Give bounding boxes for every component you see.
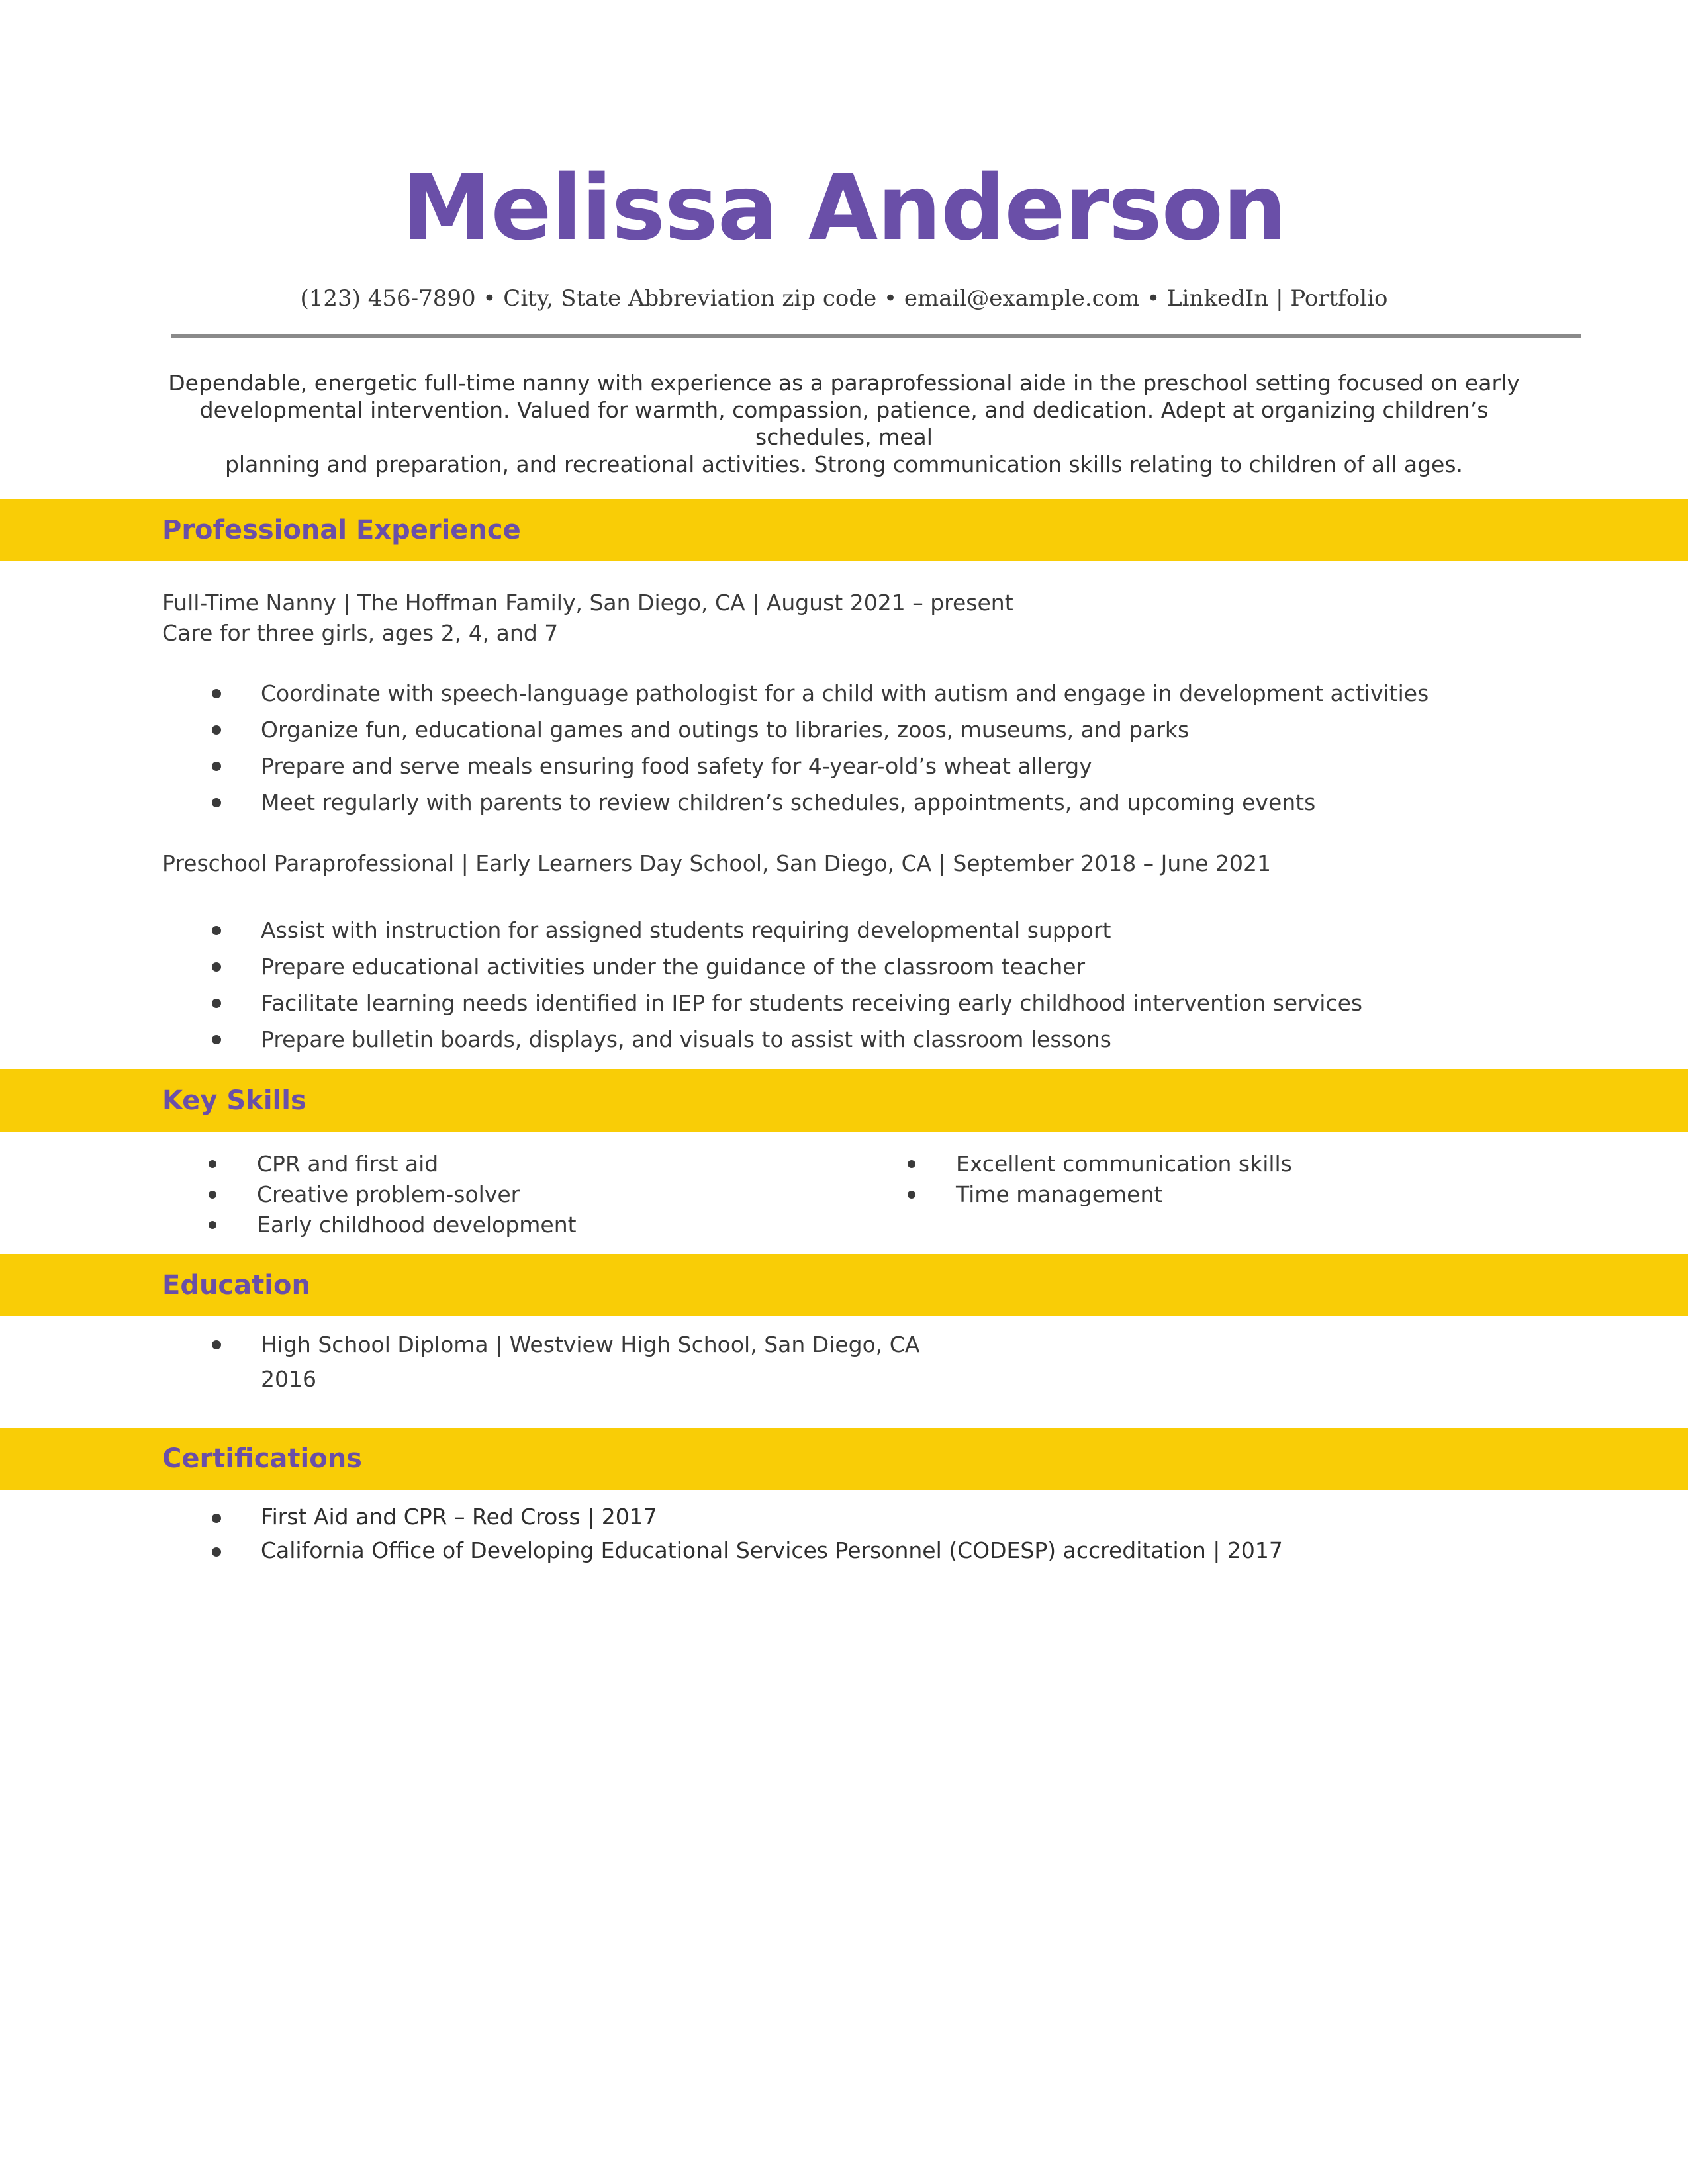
job-bullets	[162, 912, 1362, 1058]
bullet-icon	[212, 926, 221, 935]
bullet-icon	[212, 762, 221, 771]
bullet-text: Meet regularly with parents to review children’s schedules, appointments, and upcoming events	[261, 790, 1316, 815]
certifications-list	[162, 1500, 1283, 1567]
job-title-line: Full-Time Nanny | The Hoffman Family, San Diego, CA | August 2021 – present	[162, 590, 1013, 615]
professional-summary	[159, 369, 1529, 478]
section-band-experience	[0, 499, 1688, 561]
skill-text: Creative problem-solver	[257, 1181, 520, 1207]
section-heading-skills: Key Skills	[162, 1085, 306, 1116]
skill-text: Time management	[956, 1181, 1163, 1207]
summary-line: planning and preparation, and recreational activities. Strong communication skills relating to children of all ages.	[224, 451, 1464, 477]
list-item	[162, 948, 1362, 985]
bullet-text: Prepare bulletin boards, displays, and visuals to assist with classroom lessons	[261, 1026, 1112, 1052]
contact-info: (123) 456-7890 • City, State Abbreviation zip code • email@example.com • LinkedIn | Portfolio	[300, 285, 1388, 312]
bullet-text: Prepare and serve meals ensuring food safety for 4-year-old’s wheat allergy	[261, 753, 1092, 779]
job-title-line: Preschool Paraprofessional | Early Learners Day School, San Diego, CA | September 2018 – June 2021	[162, 850, 1272, 876]
list-item	[162, 1533, 1283, 1567]
bullet-text: Facilitate learning needs identified in IEP for students receiving early childhood intervention services	[261, 990, 1363, 1016]
skill-text: Excellent communication skills	[956, 1151, 1292, 1177]
bullet-icon	[212, 725, 221, 735]
bullet-text: Assist with instruction for assigned students requiring developmental support	[261, 917, 1111, 943]
section-heading-education: Education	[162, 1270, 310, 1300]
bullet-text: Prepare educational activities under the guidance of the classroom teacher	[261, 954, 1086, 979]
certification-text: First Aid and CPR – Red Cross | 2017	[261, 1504, 657, 1529]
list-item	[162, 711, 1429, 748]
section-band-skills	[0, 1069, 1688, 1132]
bullet-icon	[212, 1340, 221, 1349]
bullet-icon	[212, 1547, 221, 1557]
section-band-certifications	[0, 1428, 1688, 1490]
list-item	[162, 1021, 1362, 1058]
list-item	[162, 748, 1429, 784]
section-heading-certifications: Certifications	[162, 1443, 362, 1474]
bullet-icon	[212, 798, 221, 807]
job-bullets	[162, 675, 1429, 821]
bullet-icon	[212, 999, 221, 1008]
list-item	[204, 1210, 577, 1240]
summary-line: Dependable, energetic full-time nanny with experience as a paraprofessional aide in the preschool setting focused on early	[168, 370, 1520, 396]
candidate-name: Melissa Anderson	[402, 156, 1286, 261]
list-item	[162, 1326, 919, 1363]
education-entry: High School Diploma | Westview High School, San Diego, CA	[261, 1332, 920, 1357]
skill-text: CPR and first aid	[257, 1151, 439, 1177]
bullet-icon	[212, 962, 221, 972]
list-item	[903, 1179, 1292, 1210]
bullet-icon	[212, 1514, 221, 1523]
list-item	[162, 675, 1429, 711]
list-item	[162, 784, 1429, 821]
list-item	[204, 1149, 577, 1179]
skills-list-left	[204, 1149, 577, 1240]
job-subtitle: Care for three girls, ages 2, 4, and 7	[162, 620, 559, 646]
bullet-text: Organize fun, educational games and outings to libraries, zoos, museums, and parks	[261, 717, 1190, 743]
section-band-education	[0, 1254, 1688, 1316]
bullet-icon	[908, 1160, 915, 1168]
bullet-icon	[212, 689, 221, 698]
summary-line: developmental intervention. Valued for warmth, compassion, patience, and dedication. Adept at organizing children’s schedules, meal	[199, 397, 1489, 450]
list-item	[162, 985, 1362, 1021]
bullet-icon	[212, 1035, 221, 1044]
education-year: 2016	[261, 1366, 316, 1392]
list-item	[162, 1500, 1283, 1533]
bullet-icon	[209, 1160, 216, 1168]
bullet-icon	[908, 1191, 915, 1199]
bullet-text: Coordinate with speech-language pathologist for a child with autism and engage in development activities	[261, 680, 1429, 706]
bullet-icon	[209, 1221, 216, 1229]
list-item	[204, 1179, 577, 1210]
skill-text: Early childhood development	[257, 1212, 577, 1238]
section-heading-experience: Professional Experience	[162, 515, 521, 545]
education-list	[162, 1326, 919, 1363]
certification-text: California Office of Developing Educational Services Personnel (CODESP) accreditation | 2017	[261, 1537, 1283, 1563]
header-divider	[171, 334, 1581, 338]
list-item	[162, 912, 1362, 948]
list-item	[903, 1149, 1292, 1179]
bullet-icon	[209, 1191, 216, 1199]
skills-list-right	[903, 1149, 1292, 1210]
